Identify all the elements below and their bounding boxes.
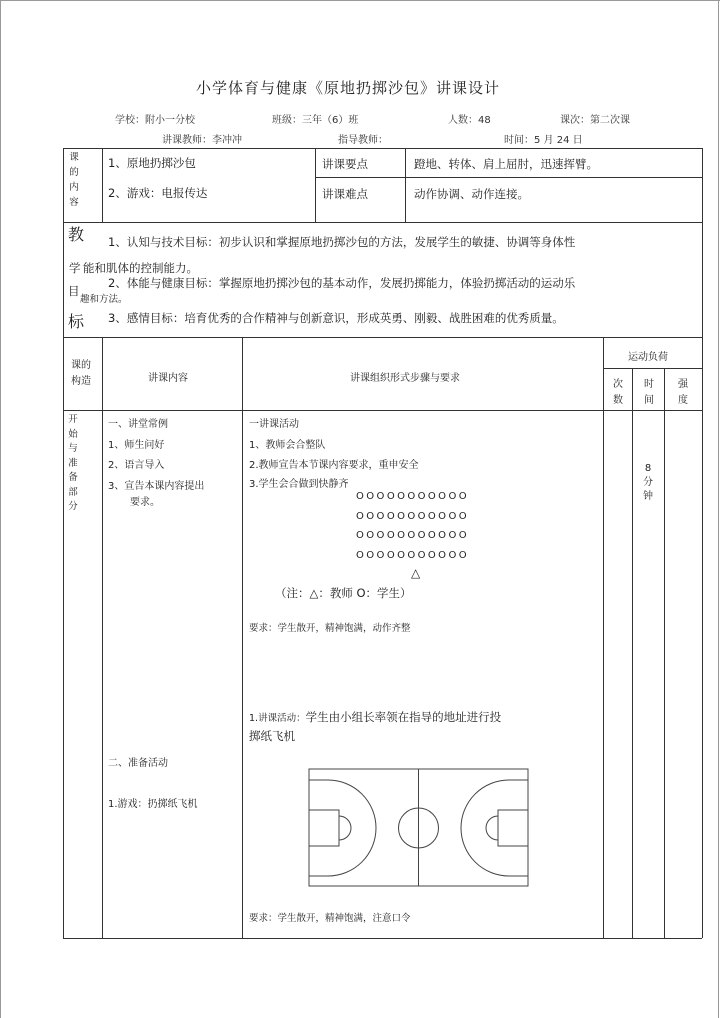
duration-header: 时间 — [644, 379, 654, 406]
content-greeting: 1、师生问好 — [108, 440, 165, 451]
goals-char-2: 学 — [69, 261, 81, 275]
goal-3: 3、感情目标：培育优秀的合作精神与创新意识，形成英勇、刚毅、战胜困难的优秀质量。 — [108, 311, 564, 325]
structure-header: 课的构造 — [71, 360, 91, 387]
page-title: 小学体育与健康《原地扔掷沙包》讲课设计 — [196, 79, 501, 97]
top-table-col2-border — [315, 148, 316, 222]
time-info: 时间：5 月 24 日 — [504, 135, 583, 146]
formation-grid — [356, 491, 469, 569]
formation-legend: （注：△：教师 O：学生） — [275, 586, 412, 600]
organization-header: 讲课组织形式步骤与要求 — [350, 373, 460, 384]
org-activity-2-text: 学生由小组长率领在指导的地址进行投 — [305, 710, 502, 724]
org-activity-2-text-cont: 掷纸飞机 — [249, 729, 295, 743]
formation-row: OOOOOOOOOOO — [356, 491, 469, 502]
difficulty-label: 讲课难点 — [322, 187, 368, 201]
center-circle-left — [399, 808, 419, 848]
key-points-text: 蹬地、转体、肩上屈肘，迅速挥臂。 — [414, 157, 598, 171]
center-circle-right — [419, 808, 439, 848]
main-col2-border — [242, 337, 243, 938]
school-info: 学校：附小一分校 — [115, 115, 195, 126]
content-item-2: 2、游戏：电报传达 — [108, 186, 208, 200]
main-col5-border — [664, 368, 665, 938]
teacher-info: 讲课教师：李冲冲 — [162, 135, 242, 146]
org-activity-2-prefix: 1.讲课活动： — [249, 713, 306, 724]
content-routine: 一、讲堂常例 — [108, 419, 168, 430]
goals-char-1: 教 — [68, 225, 85, 244]
main-table-bottom-border — [63, 938, 702, 939]
basketball-court-diagram — [308, 768, 530, 888]
lesson-info: 课次：第二次课 — [560, 115, 630, 126]
formation-row: OOOOOOOOOOO — [356, 530, 469, 541]
top-table-col3-border — [405, 148, 406, 222]
key-area-right — [498, 810, 528, 846]
content-warmup: 二、准备活动 — [108, 758, 168, 769]
content-item-1: 1、原地扔掷沙包 — [108, 156, 196, 170]
org-requirement-2: 要求：学生散开，精神饱满，注意口令 — [249, 913, 411, 924]
free-throw-arc-left — [339, 816, 351, 840]
page-top-edge — [0, 0, 720, 1]
table-right-border — [702, 148, 703, 938]
goal-1-line-1: 1、认知与技术目标：初步认识和掌握原地扔掷沙包的方法，发展学生的敏捷、协调等身体性 — [108, 235, 576, 249]
free-throw-arc-right — [486, 816, 498, 840]
three-point-arc-left — [309, 780, 376, 876]
content-announce: 3、宣告本课内容提出 — [108, 481, 205, 492]
org-activity-title: 一讲课活动 — [249, 419, 299, 430]
count-info: 人数：48 — [448, 115, 491, 126]
three-point-arc-right — [461, 780, 528, 876]
content-intro: 2、语言导入 — [108, 460, 165, 471]
org-step-3: 3.学生会合做到快静齐 — [249, 479, 349, 490]
org-step-1: 1、教师会合整队 — [249, 440, 326, 451]
section-duration: 8分钟 — [643, 463, 653, 502]
guide-info: 指导教师： — [338, 135, 388, 146]
goal-2-line-2: 趣和方法。 — [80, 294, 128, 305]
page-right-edge — [718, 0, 719, 1018]
table-left-border — [63, 148, 64, 938]
org-requirement-1: 要求：学生散开，精神饱满，动作齐整 — [249, 623, 411, 634]
main-col3-border — [603, 337, 604, 938]
top-table-bottom-border — [63, 222, 702, 223]
key-points-label: 讲课要点 — [322, 157, 368, 171]
content-header: 讲课内容 — [148, 373, 188, 384]
main-table-top-border — [63, 337, 702, 338]
top-table-top-border — [63, 148, 702, 149]
goals-char-3: 目 — [68, 284, 80, 298]
formation-row: OOOOOOOOOOO — [356, 549, 469, 561]
times-header: 次数 — [613, 379, 623, 406]
content-announce-cont: 要求。 — [130, 497, 160, 508]
class-info: 班级：三年（6）班 — [272, 115, 359, 126]
top-table-mid-border — [315, 177, 702, 178]
goal-1-line-2: 能和肌体的控制能力。 — [83, 261, 198, 275]
formation-row: OOOOOOOOOOO — [356, 510, 469, 522]
main-col4-border — [632, 368, 633, 938]
org-step-2: 2.教师宣告本节课内容要求，重申安全 — [249, 460, 419, 471]
difficulty-text: 动作协调、动作连接。 — [414, 187, 529, 201]
goal-2-line-1: 2、体能与健康目标：掌握原地扔掷沙包的基本动作，发展扔掷能力，体验扔掷活动的运动乐 — [108, 276, 576, 290]
main-table-header-bottom — [63, 410, 702, 411]
org-activity-2 — [249, 706, 501, 725]
section-label: 开始与准备部分 — [68, 414, 78, 512]
goals-char-4: 标 — [68, 312, 85, 331]
load-header: 运动负荷 — [628, 352, 668, 363]
content-label: 课的内容 — [69, 152, 79, 208]
load-header-border — [603, 368, 702, 369]
page-left-edge — [0, 0, 1, 1018]
main-col1-border — [102, 337, 103, 938]
top-table-col1-border — [102, 148, 103, 222]
key-area-left — [309, 810, 339, 846]
content-warmup-game: 1.游戏：扔掷纸飞机 — [108, 799, 198, 810]
intensity-header: 强度 — [678, 379, 688, 406]
teacher-mark: △ — [411, 566, 421, 580]
